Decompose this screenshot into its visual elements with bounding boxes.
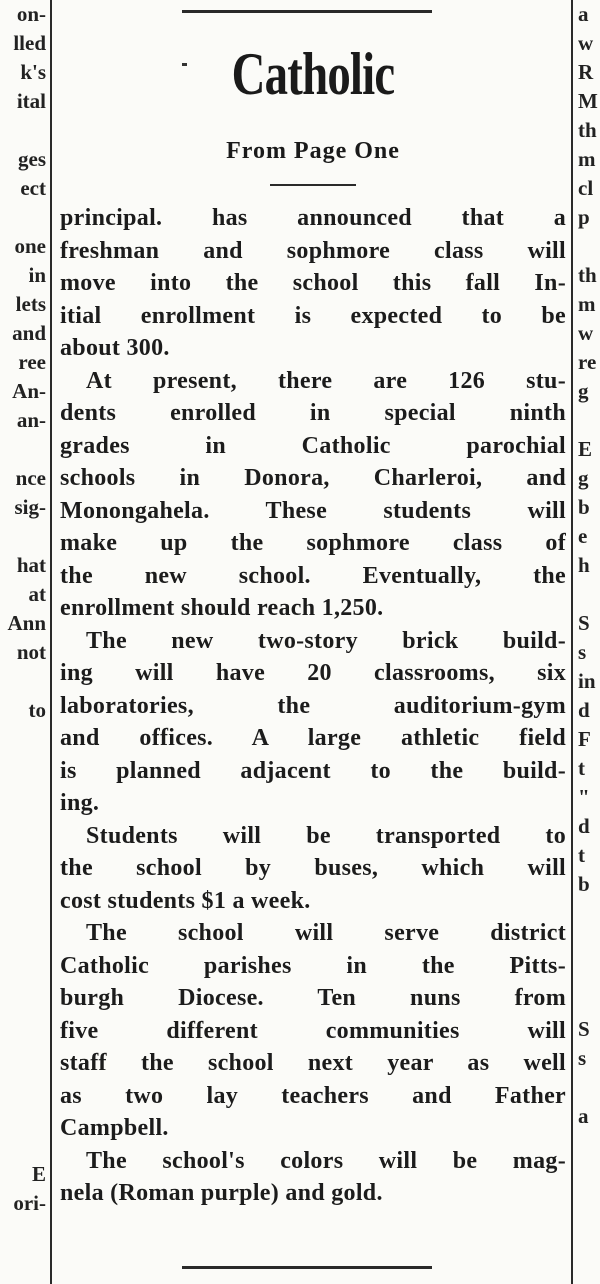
- column-fragment-line: [0, 203, 46, 232]
- column-fragment-line: ges: [18, 147, 46, 171]
- text-line: Students will be transported to: [86, 822, 566, 849]
- column-fragment-line: [578, 899, 600, 928]
- column-fragment-line: [578, 232, 600, 261]
- text-line: freshman and sophmore class will: [60, 237, 566, 264]
- column-fragment-line: t: [578, 843, 585, 867]
- text-line: make up the sophmore class of: [60, 530, 566, 556]
- subhead-rule: [270, 184, 356, 186]
- column-fragment-line: E: [578, 437, 593, 461]
- column-fragment-line: p: [578, 205, 590, 229]
- column-fragment-line: [0, 812, 46, 841]
- column-fragment-line: e: [578, 524, 588, 548]
- column-fragment-line: [0, 1131, 46, 1160]
- column-fragment-line: S: [578, 1017, 590, 1041]
- column-fragment-line: M: [578, 89, 598, 113]
- column-fragment-line: R: [578, 60, 594, 84]
- column-fragment-line: [578, 406, 600, 435]
- column-fragment-line: lets: [15, 292, 46, 316]
- column-fragment-line: on-: [16, 2, 46, 26]
- text-line: principal. has announced that a: [60, 205, 566, 231]
- text-line: five different communities will: [60, 1017, 566, 1044]
- left-column-rule: [50, 0, 52, 1284]
- column-fragment-line: ": [578, 785, 590, 809]
- column-fragment-line: lled: [13, 31, 46, 55]
- column-fragment-line: [0, 1102, 46, 1131]
- column-fragment-line: nce: [15, 466, 46, 490]
- text-line: the school by buses, which will: [60, 855, 566, 881]
- text-line: and offices. A large athletic field: [60, 725, 566, 751]
- column-fragment-line: [0, 725, 46, 754]
- text-line: staff the school next year as well: [60, 1050, 566, 1076]
- column-fragment-line: [0, 783, 46, 812]
- column-fragment-line: w: [578, 31, 594, 55]
- text-line: about 300.: [60, 335, 170, 361]
- column-fragment-line: s: [578, 1046, 587, 1070]
- text-line: move into the school this fall In-: [60, 270, 566, 296]
- right-column-fragment: [578, 0, 600, 1131]
- column-fragment-line: h: [578, 553, 590, 577]
- column-fragment-line: Ann: [7, 611, 46, 635]
- column-fragment-line: not: [16, 640, 46, 664]
- text-line: ing.: [60, 790, 100, 816]
- text-line: cost students $1 a week.: [60, 887, 311, 914]
- text-line: The new two-story brick build-: [86, 627, 566, 654]
- text-line: dents enrolled in special ninth: [60, 400, 566, 426]
- column-fragment-line: g: [578, 379, 589, 403]
- text-line: Catholic parishes in the Pitts-: [60, 952, 566, 979]
- column-fragment-line: ori-: [13, 1191, 46, 1215]
- column-fragment-line: k's: [20, 60, 46, 84]
- column-fragment-line: a: [578, 1104, 589, 1128]
- text-line: The school will serve district: [86, 920, 566, 946]
- text-line: Monongahela. These students will: [60, 497, 566, 524]
- column-fragment-line: [0, 754, 46, 783]
- column-fragment-line: An-: [12, 379, 46, 403]
- text-line: At present, there are 126 stu-: [86, 367, 566, 394]
- column-fragment-line: [0, 435, 46, 464]
- text-line: itial enrollment is expected to be: [60, 302, 566, 329]
- column-fragment-line: [0, 1044, 46, 1073]
- column-fragment-line: one: [14, 234, 46, 258]
- column-fragment-line: an-: [16, 408, 46, 432]
- paragraph: [60, 1145, 566, 1210]
- column-fragment-line: [578, 580, 600, 609]
- column-fragment-line: [0, 667, 46, 696]
- column-fragment-line: re: [578, 350, 597, 374]
- column-fragment-line: m: [578, 147, 596, 171]
- column-fragment-line: [0, 957, 46, 986]
- text-line: schools in Donora, Charleroi, and: [60, 465, 566, 491]
- paragraph: [60, 202, 566, 365]
- column-fragment-line: a: [578, 2, 589, 26]
- column-fragment-line: S: [578, 611, 590, 635]
- column-fragment-line: [578, 928, 600, 957]
- column-fragment-line: b: [578, 495, 590, 519]
- left-column-fragment: [0, 0, 46, 1218]
- paragraph: [60, 917, 566, 1145]
- text-line: as two lay teachers and Father: [60, 1082, 566, 1109]
- column-fragment-line: [0, 928, 46, 957]
- column-fragment-line: [0, 870, 46, 899]
- column-fragment-line: hat: [16, 553, 46, 577]
- text-line: grades in Catholic parochial: [60, 432, 566, 459]
- text-line: laboratories, the auditorium-gym: [60, 692, 566, 719]
- text-line: Campbell.: [60, 1115, 169, 1141]
- column-fragment-line: in: [578, 669, 596, 693]
- text-line: the new school. Eventually, the: [60, 562, 566, 589]
- column-fragment-line: [578, 957, 600, 986]
- text-line: burgh Diocese. Ten nuns from: [60, 985, 566, 1011]
- article-body: [60, 202, 566, 1210]
- text-line: ing will have 20 classrooms, six: [60, 660, 566, 686]
- column-fragment-line: [578, 1073, 600, 1102]
- top-rule: [182, 10, 432, 13]
- column-fragment-line: in: [28, 263, 46, 287]
- text-line: is planned adjacent to the build-: [60, 757, 566, 784]
- column-fragment-line: [0, 1015, 46, 1044]
- text-line: enrollment should reach 1,250.: [60, 595, 384, 621]
- column-fragment-line: t: [578, 756, 585, 780]
- bottom-rule: [182, 1266, 432, 1269]
- column-fragment-line: sig-: [14, 495, 46, 519]
- column-fragment-line: ree: [18, 350, 46, 374]
- column-fragment-line: at: [28, 582, 46, 606]
- right-column-rule: [571, 0, 573, 1284]
- column-fragment-line: g: [578, 466, 589, 490]
- column-fragment-line: to: [28, 698, 46, 722]
- column-fragment-line: th: [578, 263, 597, 287]
- column-fragment-line: ect: [20, 176, 46, 200]
- column-fragment-line: E: [31, 1162, 46, 1186]
- column-fragment-line: [0, 522, 46, 551]
- column-fragment-line: [578, 986, 600, 1015]
- column-fragment-line: d: [578, 814, 590, 838]
- column-fragment-line: [0, 899, 46, 928]
- paragraph: [60, 820, 566, 918]
- subhead: From Page One: [226, 138, 400, 164]
- text-line: The school's colors will be mag-: [86, 1147, 566, 1174]
- column-fragment-line: [0, 116, 46, 145]
- column-fragment-line: s: [578, 640, 587, 664]
- column-fragment-line: [0, 1073, 46, 1102]
- column-fragment-line: w: [578, 321, 594, 345]
- paragraph: [60, 365, 566, 625]
- column-fragment-line: ital: [16, 89, 46, 113]
- column-fragment-line: m: [578, 292, 596, 316]
- paragraph: [60, 625, 566, 820]
- column-fragment-line: F: [578, 727, 591, 751]
- column-fragment-line: cl: [578, 176, 594, 200]
- column-fragment-line: d: [578, 698, 590, 722]
- column-fragment-line: and: [12, 321, 46, 345]
- column-fragment-line: [0, 986, 46, 1015]
- column-fragment-line: th: [578, 118, 597, 142]
- column-fragment-line: [0, 841, 46, 870]
- column-fragment-line: b: [578, 872, 590, 896]
- text-line: nela (Roman purple) and gold.: [60, 1180, 383, 1206]
- headline: Catholic: [231, 41, 395, 107]
